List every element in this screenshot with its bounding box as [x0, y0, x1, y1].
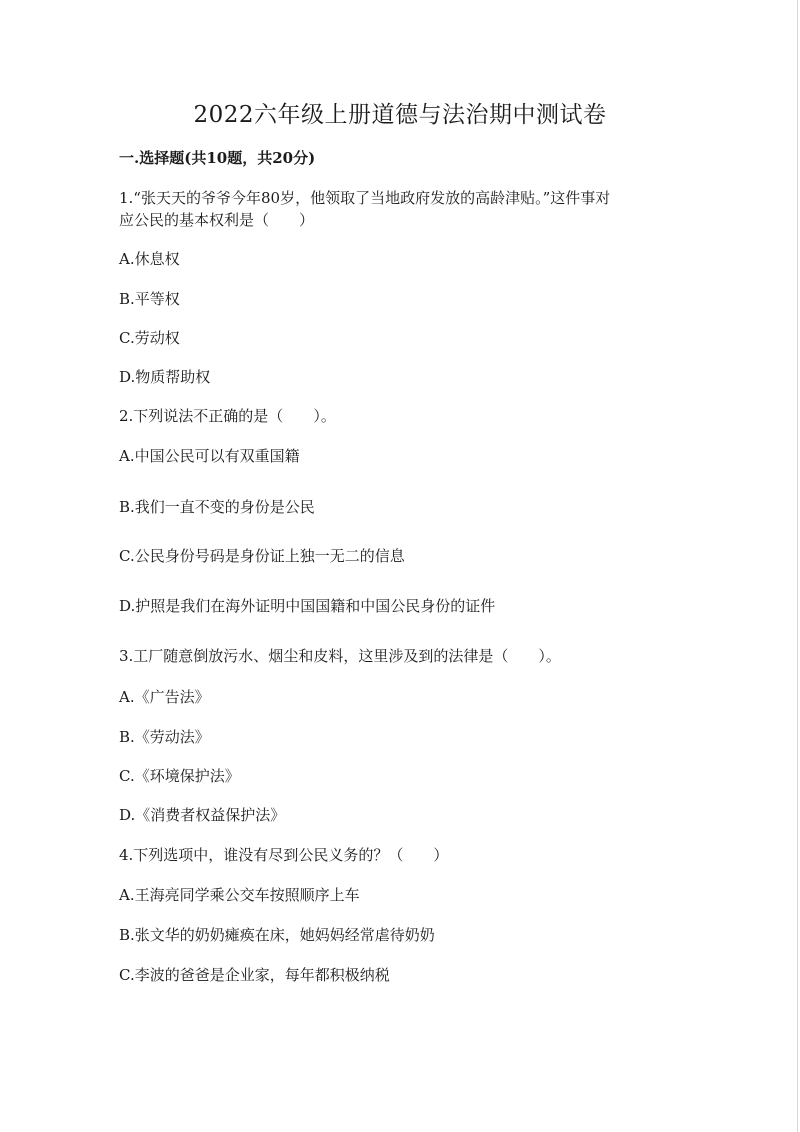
question-4-option-a: A.王海亮同学乘公交车按照顺序上车	[119, 886, 360, 904]
question-1-option-c: C.劳动权	[119, 329, 180, 347]
question-3-option-c: C.《环境保护法》	[119, 767, 240, 785]
question-3-stem: 3.工厂随意倒放污水、烟尘和皮料，这里涉及到的法律是（ ）。	[119, 647, 561, 665]
question-3-option-d: D.《消费者权益保护法》	[119, 806, 286, 824]
question-3-option-a: A.《广告法》	[119, 688, 210, 706]
question-4-option-b: B.张文华的奶奶瘫痪在床，她妈妈经常虐待奶奶	[119, 926, 435, 944]
question-4-stem: 4.下列选项中，谁没有尽到公民义务的？（ ）	[119, 846, 449, 864]
section-heading: 一.选择题(共10题，共20分)	[119, 149, 316, 167]
question-1-option-b: B.平等权	[119, 290, 180, 308]
question-2-option-d: D.护照是我们在海外证明中国国籍和中国公民身份的证件	[119, 597, 496, 615]
page-title: 2022六年级上册道德与法治期中测试卷	[193, 102, 607, 128]
question-2-stem: 2.下列说法不正确的是（ ）。	[119, 407, 336, 425]
question-3-option-b: B.《劳动法》	[119, 728, 210, 746]
page-edge	[797, 0, 798, 1132]
question-2-option-b: B.我们一直不变的身份是公民	[119, 498, 315, 516]
question-1-option-a: A.休息权	[119, 250, 180, 268]
question-1-option-d: D.物质帮助权	[119, 368, 211, 386]
question-1-stem-line-1: 1.“张天天的爷爷今年80岁，他领取了当地政府发放的高龄津贴。”这件事对	[119, 189, 611, 207]
question-1-stem-line-2: 应公民的基本权利是（ ）	[119, 211, 315, 229]
question-4-option-c: C.李波的爸爸是企业家，每年都积极纳税	[119, 966, 390, 984]
question-2-option-c: C.公民身份号码是身份证上独一无二的信息	[119, 547, 405, 565]
question-2-option-a: A.中国公民可以有双重国籍	[119, 447, 300, 465]
